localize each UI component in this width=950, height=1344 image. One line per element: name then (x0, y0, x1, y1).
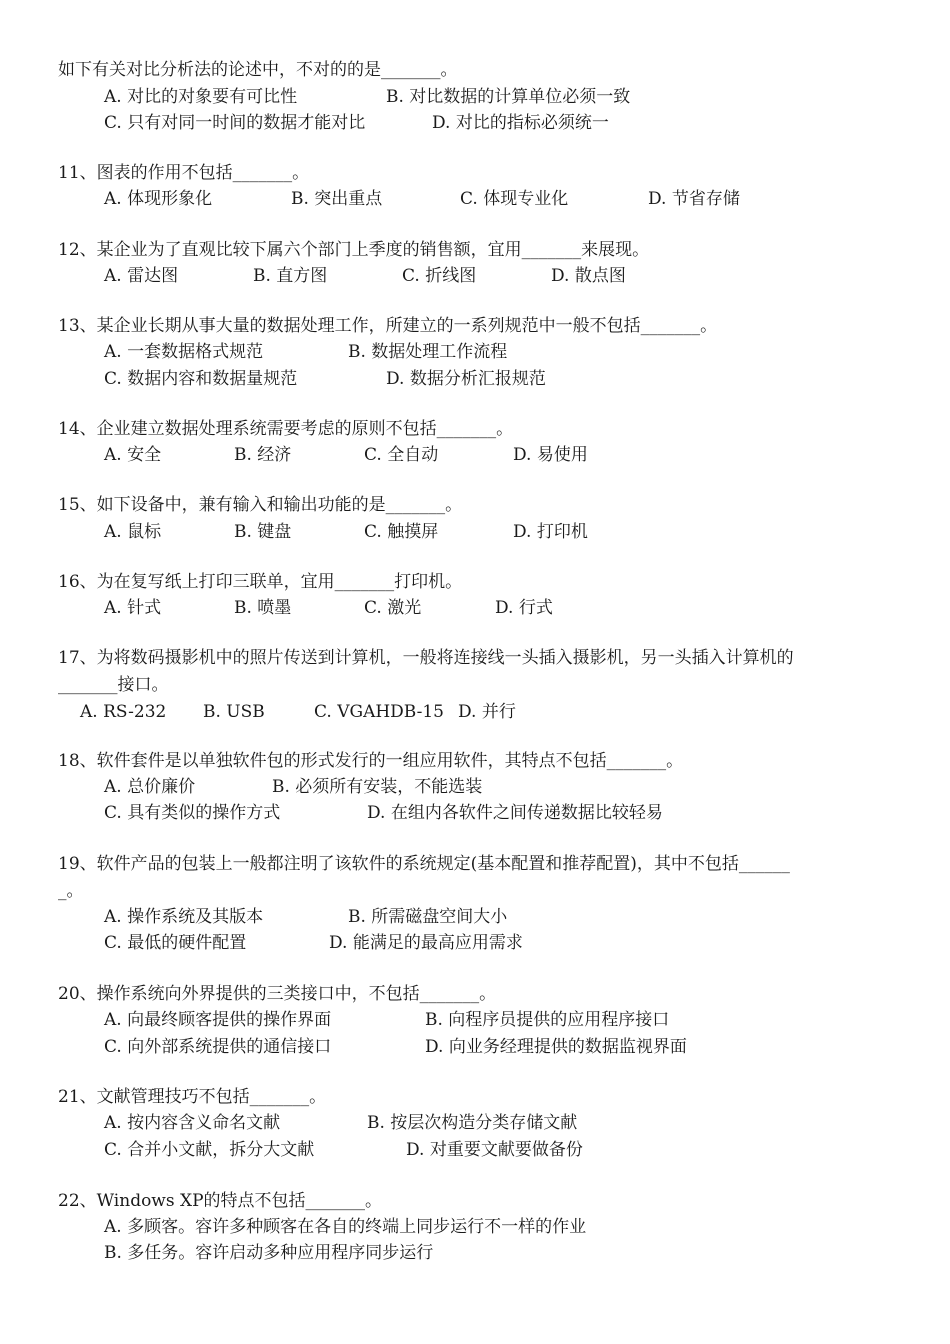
option-b: B. 必须所有安装，不能选装 (272, 777, 483, 797)
question-stem: 20、操作系统向外界提供的三类接口中，不包括_______。 (58, 984, 497, 1004)
question-stem: 22、Windows XP的特点不包括_______。 (58, 1191, 383, 1211)
option-b: B. 向程序员提供的应用程序接口 (425, 1010, 670, 1030)
option-d: D. 向业务经理提供的数据监视界面 (425, 1037, 687, 1057)
option-d: D. 行式 (495, 598, 553, 618)
option-c: C. 全自动 (364, 445, 439, 465)
option-a: A. 针式 (104, 598, 162, 618)
question-stem-continued: _。 (58, 881, 84, 901)
question-stem: 如下有关对比分析法的论述中，不对的的是_______。 (58, 60, 458, 80)
option-a: A. 对比的对象要有可比性 (104, 87, 298, 107)
option-b: B. 经济 (234, 445, 292, 465)
question-stem: 12、某企业为了直观比较下属六个部门上季度的销售额，宜用_______来展现。 (58, 240, 650, 260)
option-c: C. 具有类似的操作方式 (104, 803, 281, 823)
question-stem: 14、企业建立数据处理系统需要考虑的原则不包括_______。 (58, 419, 514, 439)
question-stem-continued: _______接口。 (58, 675, 169, 695)
option-b: B. 突出重点 (291, 189, 383, 209)
option-d: D. 对比的指标必须统一 (432, 113, 609, 133)
option-a: A. RS-232 (80, 702, 167, 722)
option-d: D. 打印机 (513, 522, 588, 542)
option-b: B. 键盘 (234, 522, 292, 542)
option-a: A. 总价廉价 (104, 777, 196, 797)
option-d: D. 能满足的最高应用需求 (329, 933, 523, 953)
option-a: A. 体现形象化 (104, 189, 213, 209)
option-a: A. 鼠标 (104, 522, 162, 542)
question-stem: 11、图表的作用不包括_______。 (58, 163, 310, 183)
option-a: A. 向最终顾客提供的操作界面 (104, 1010, 332, 1030)
option-b: B. 按层次构造分类存储文献 (367, 1113, 578, 1133)
option-c: C. 折线图 (402, 266, 477, 286)
question-stem: 15、如下设备中，兼有输入和输出功能的是_______。 (58, 495, 463, 515)
question-stem: 16、为在复写纸上打印三联单，宜用_______打印机。 (58, 572, 463, 592)
option-d: D. 在组内各软件之间传递数据比较轻易 (367, 803, 663, 823)
option-d: D. 节省存储 (648, 189, 740, 209)
option-d: D. 并行 (458, 702, 516, 722)
option-d: D. 对重要文献要做备份 (406, 1140, 583, 1160)
option-a: A. 多顾客。容许多种顾客在各自的终端上同步运行不一样的作业 (104, 1217, 587, 1237)
option-d: D. 易使用 (513, 445, 588, 465)
option-c: C. 向外部系统提供的通信接口 (104, 1037, 332, 1057)
question-stem: 18、软件套件是以单独软件包的形式发行的一组应用软件，其特点不包括_______。 (58, 751, 684, 771)
option-a: A. 一套数据格式规范 (104, 342, 264, 362)
option-b: B. 对比数据的计算单位必须一致 (386, 87, 631, 107)
option-b: B. 直方图 (253, 266, 328, 286)
option-a: A. 安全 (104, 445, 162, 465)
option-d: D. 散点图 (551, 266, 626, 286)
option-c: C. 只有对同一时间的数据才能对比 (104, 113, 366, 133)
question-stem: 21、文献管理技巧不包括_______。 (58, 1087, 327, 1107)
option-b: B. 多任务。容许启动多种应用程序同步运行 (104, 1243, 434, 1263)
option-b: B. 所需磁盘空间大小 (348, 907, 508, 927)
option-a: A. 操作系统及其版本 (104, 907, 264, 927)
option-b: B. 喷墨 (234, 598, 292, 618)
option-c: C. 体现专业化 (460, 189, 569, 209)
question-stem: 17、为将数码摄影机中的照片传送到计算机，一般将连接线一头插入摄影机，另一头插入计算机的 (58, 648, 794, 668)
question-stem: 19、软件产品的包装上一般都注明了该软件的系统规定(基本配置和推荐配置)，其中不包括______ (58, 854, 790, 874)
option-a: A. 雷达图 (104, 266, 179, 286)
option-b: B. USB (203, 702, 265, 722)
question-stem: 13、某企业长期从事大量的数据处理工作，所建立的一系列规范中一般不包括_______。 (58, 316, 718, 336)
option-c: C. 最低的硬件配置 (104, 933, 247, 953)
option-c: C. 激光 (364, 598, 422, 618)
option-b: B. 数据处理工作流程 (348, 342, 508, 362)
option-c: C. 触摸屏 (364, 522, 439, 542)
option-d: D. 数据分析汇报规范 (386, 369, 546, 389)
option-c: C. 数据内容和数据量规范 (104, 369, 298, 389)
option-c: C. 合并小文献，拆分大文献 (104, 1140, 315, 1160)
option-c: C. VGAHDB-15 (314, 702, 444, 722)
option-a: A. 按内容含义命名文献 (104, 1113, 281, 1133)
